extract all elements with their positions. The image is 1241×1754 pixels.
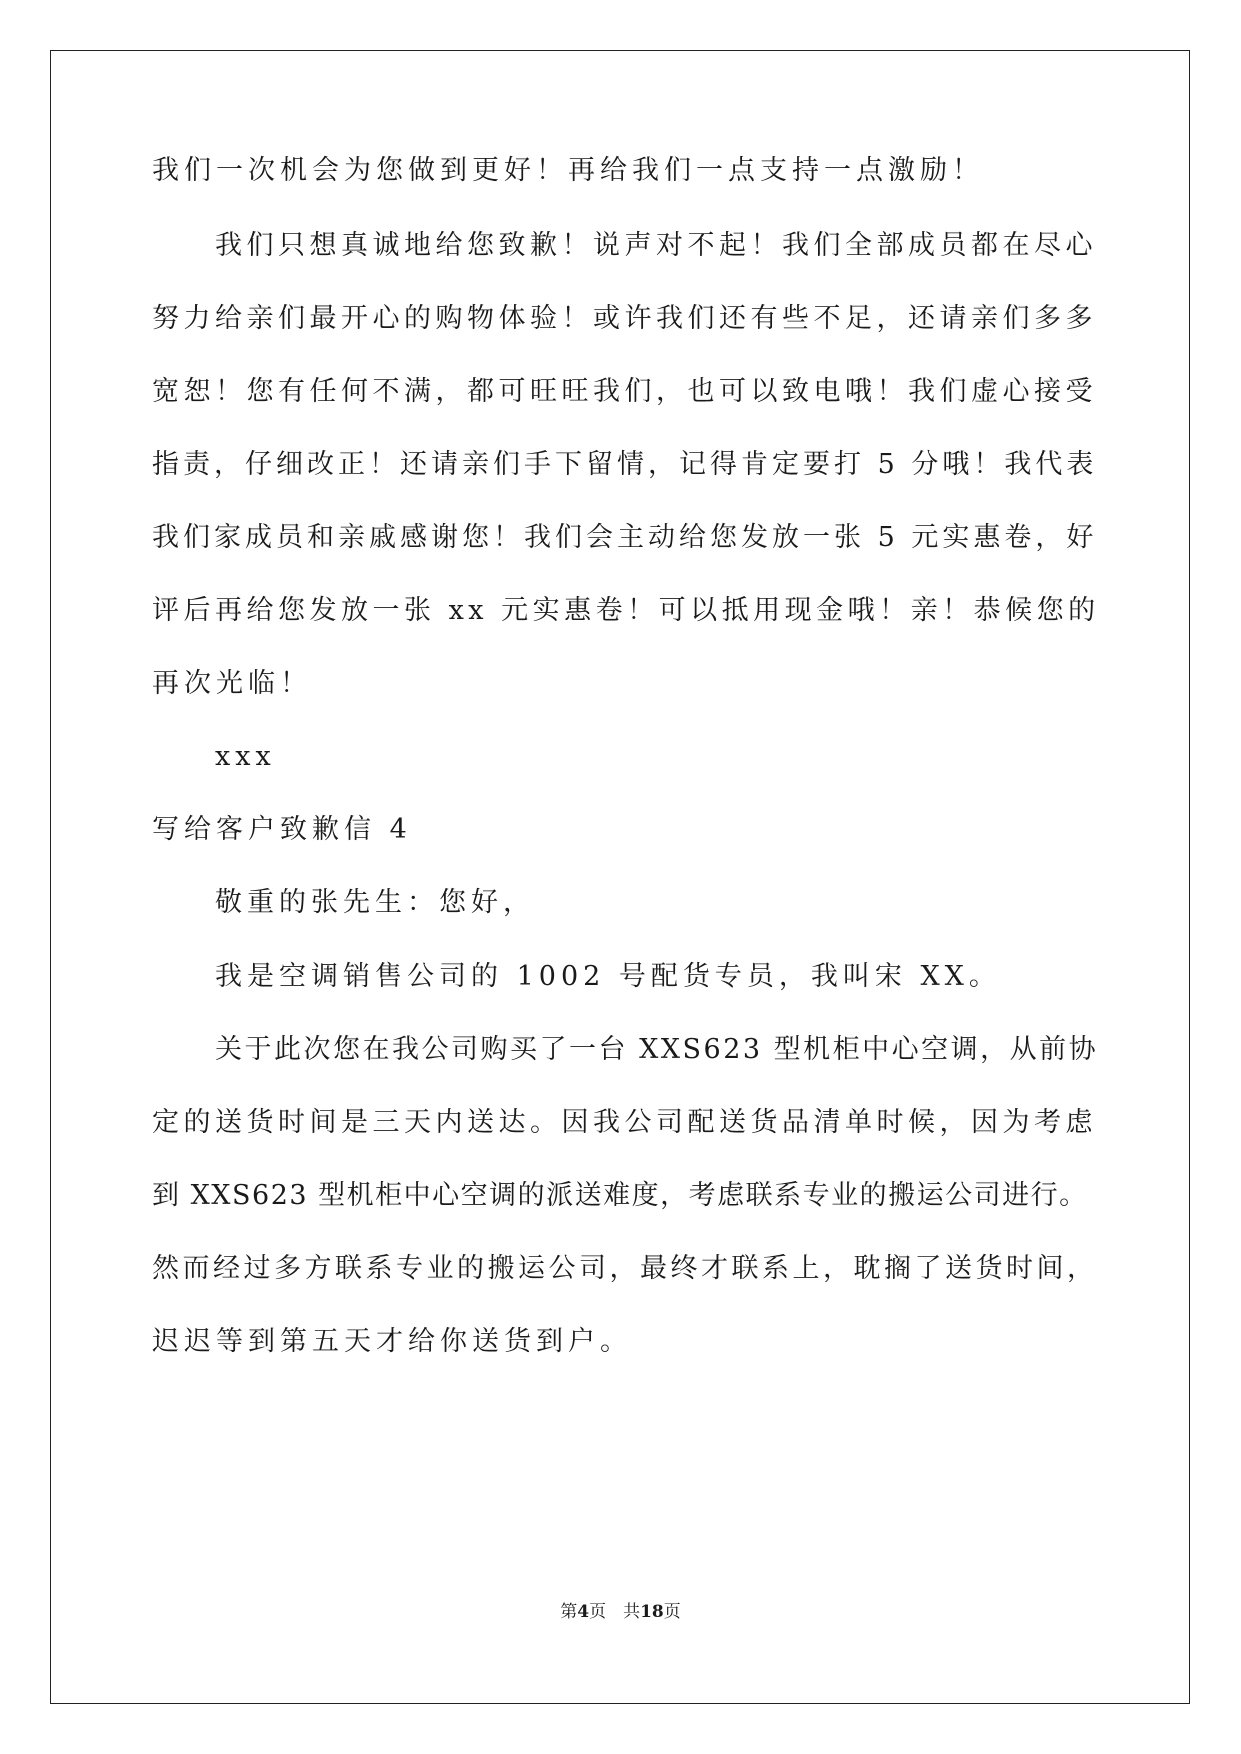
total-page-count: 18 [640,1602,664,1622]
salutation: 敬重的张先生：您好， [215,887,535,918]
paragraph-line: 我是空调销售公司的 1002 号配货专员，我叫宋 XX。 [215,961,1001,992]
paragraph-line: 宽恕！您有任何不满，都可旺旺我们，也可以致电哦！我们虚心接受 [152,376,1097,407]
section-heading: 写给客户致歉信 4 [152,814,412,845]
paragraph-line: 指责，仔细改正！还请亲们手下留情，记得肯定要打 5 分哦！我代表 [152,449,1098,480]
current-page-number: 4 [577,1602,590,1622]
page-footer [0,1600,1241,1624]
paragraph-line: 定的送货时间是三天内送达。因我公司配送货品清单时候，因为考虑 [152,1107,1097,1138]
paragraph-line: 然而经过多方联系专业的搬运公司，最终才联系上，耽搁了送货时间， [152,1253,1098,1284]
paragraph-line: 我们一次机会为您做到更好！再给我们一点支持一点激励！ [152,155,984,186]
footer-suffix: 页 [663,1602,681,1622]
signature: xxx [215,741,276,772]
paragraph-line: 迟迟等到第五天才给你送货到户。 [152,1326,632,1357]
paragraph-line: 我们家成员和亲戚感谢您！我们会主动给您发放一张 5 元实惠卷，好 [152,522,1098,553]
paragraph-line: 关于此次您在我公司购买了一台 XXS623 型机柜中心空调，从前协 [215,1034,1099,1065]
paragraph-line: 我们只想真诚地给您致歉！说声对不起！我们全部成员都在尽心 [215,230,1097,261]
paragraph-line: 评后再给您发放一张 xx 元实惠卷！可以抵用现金哦！亲！恭候您的 [152,595,1100,626]
footer-prefix: 第 [560,1602,578,1622]
paragraph-line: 再次光临！ [152,668,312,699]
paragraph-line: 到 XXS623 型机柜中心空调的派送难度，考虑联系专业的搬运公司进行。 [152,1180,1088,1211]
paragraph-line: 努力给亲们最开心的购物体验！或许我们还有些不足，还请亲们多多 [152,303,1097,334]
footer-middle: 页 共 [589,1602,641,1622]
